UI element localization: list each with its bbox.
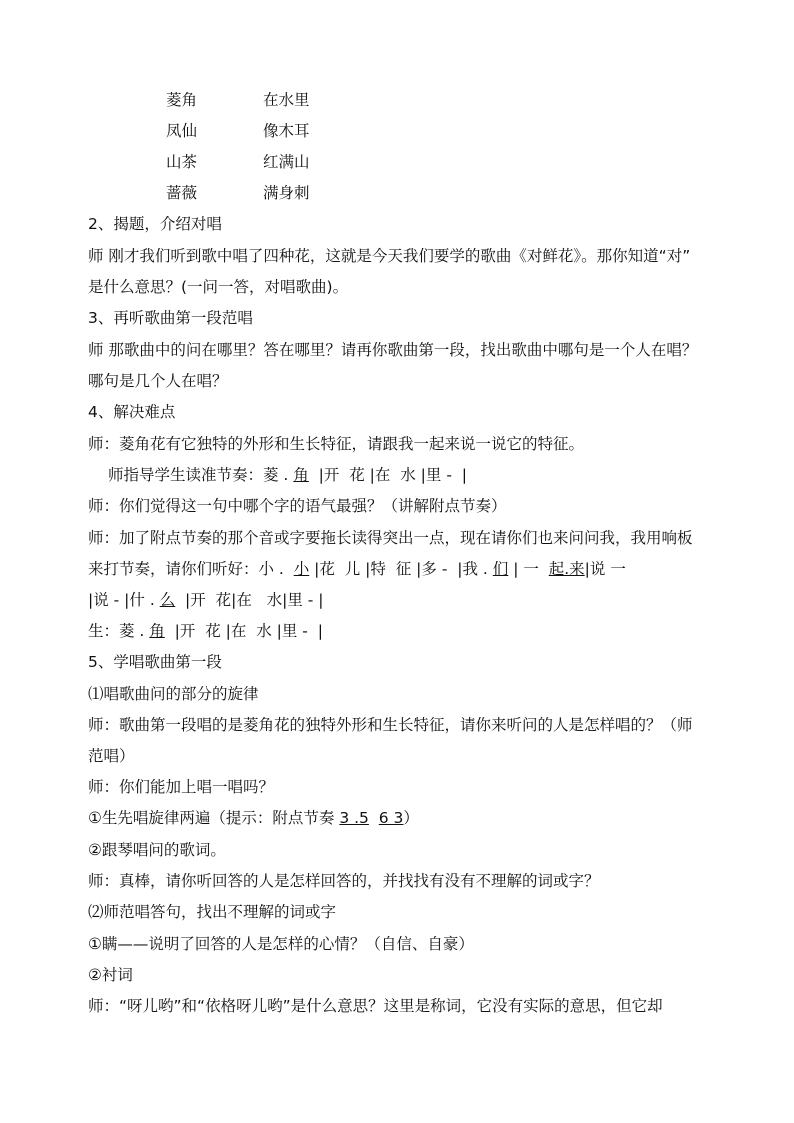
note-line: [88, 808, 718, 828]
rhythm-text: | 一: [508, 560, 549, 578]
paragraph: 师：你们觉得这一句中哪个字的语气最强？（讲解附点节奏）: [88, 497, 507, 515]
note-text: ）: [403, 809, 419, 827]
paragraph: 范唱）: [88, 747, 135, 765]
rhythm-text: 来打节奏，请你们听好：小 .: [88, 560, 294, 578]
section-2-heading: 2、揭题，介绍对唱: [88, 215, 222, 233]
pair-right-4: 满身刺: [263, 184, 310, 202]
paragraph: 师 刚才我们听到歌中唱了四种花，这就是今天我们要学的歌曲《对鲜花》。那你知道“对”: [88, 247, 691, 265]
rhythm-line-4: [88, 621, 718, 641]
dotted-note: 小: [293, 560, 310, 578]
note-text: [369, 809, 379, 827]
paragraph: 是什么意思？(一问一答，对唱歌曲)。: [88, 278, 349, 296]
paragraph: ②跟琴唱问的歌词。: [88, 841, 226, 859]
paragraph: 师：真棒，请你听回答的人是怎样回答的，并找找有没有不理解的词或字？: [88, 872, 600, 890]
pair-left-3: 山茶: [166, 153, 198, 171]
section-3-heading: 3、再听歌曲第一段范唱: [88, 309, 253, 327]
rhythm-text: 师指导学生读准节奏：菱 .: [108, 466, 294, 484]
paragraph: ②衬词: [88, 966, 133, 984]
rhythm-text: |开 花 |在 水 |里 - |: [164, 622, 323, 640]
section-4-heading: 4、解决难点: [88, 403, 176, 421]
dotted-note: 角: [149, 622, 165, 640]
dotted-note: 角: [293, 466, 309, 484]
paragraph: 师：“呀儿哟”和“依格呀儿哟”是什么意思？这里是称词，它没有实际的意思，但它却: [88, 997, 663, 1015]
section-5-heading: 5、学唱歌曲第一段: [88, 653, 222, 671]
paragraph: 师：菱角花有它独特的外形和生长特征，请跟我一起来说一说它的特征。: [88, 435, 585, 453]
paragraph: 师：加了附点节奏的那个音或字要拖长读得突出一点，现在请你们也来问问我，我用响板: [88, 529, 693, 547]
rhythm-line-3: [88, 590, 718, 610]
pair-left-4: 蔷薇: [166, 184, 198, 202]
pair-right-3: 红满山: [263, 153, 310, 171]
rhythm-line-2: [88, 559, 718, 579]
dotted-note: 们: [492, 560, 509, 578]
dotted-note: 3 .5: [339, 809, 369, 827]
dotted-note: 么: [159, 591, 176, 609]
paragraph: 师：歌曲第一段唱的是菱角花的独特外形和生长特征，请你来听问的人是怎样唱的？（师: [88, 716, 693, 734]
subheading: ⑵师范唱答句，找出不理解的词或字: [88, 903, 337, 921]
pair-right-1: 在水里: [263, 91, 310, 109]
rhythm-text: |开 花 |在 水 |里 - |: [308, 466, 467, 484]
rhythm-text: |说 - |什 .: [88, 591, 160, 609]
pair-left-2: 凤仙: [166, 122, 198, 140]
rhythm-text: |花 儿 |特 征 |多 - |我 .: [309, 560, 493, 578]
rhythm-text: |说 一: [584, 560, 626, 578]
rhythm-text: |开 花|在 水|里 - |: [175, 591, 324, 609]
paragraph: ①瞒——说明了回答的人是怎样的心情？（自信、自豪）: [88, 935, 474, 953]
pair-right-2: 像木耳: [263, 122, 310, 140]
dotted-note: 6 3: [378, 809, 404, 827]
paragraph: 师 那歌曲中的问在哪里？答在哪里？请再你歌曲第一段，找出歌曲中哪句是一个人在唱？: [88, 341, 698, 359]
subheading: ⑴唱歌曲问的部分的旋律: [88, 685, 259, 703]
paragraph: 哪句是几个人在唱？: [88, 372, 228, 390]
paragraph: 师：你们能加上唱一唱吗？: [88, 778, 275, 796]
note-text: ①生先唱旋律两遍（提示：附点节奏: [88, 809, 340, 827]
pair-left-1: 菱角: [166, 91, 198, 109]
dotted-note: 起.来: [548, 560, 585, 578]
rhythm-line-1: [108, 465, 738, 485]
rhythm-text: 生：菱 .: [88, 622, 150, 640]
